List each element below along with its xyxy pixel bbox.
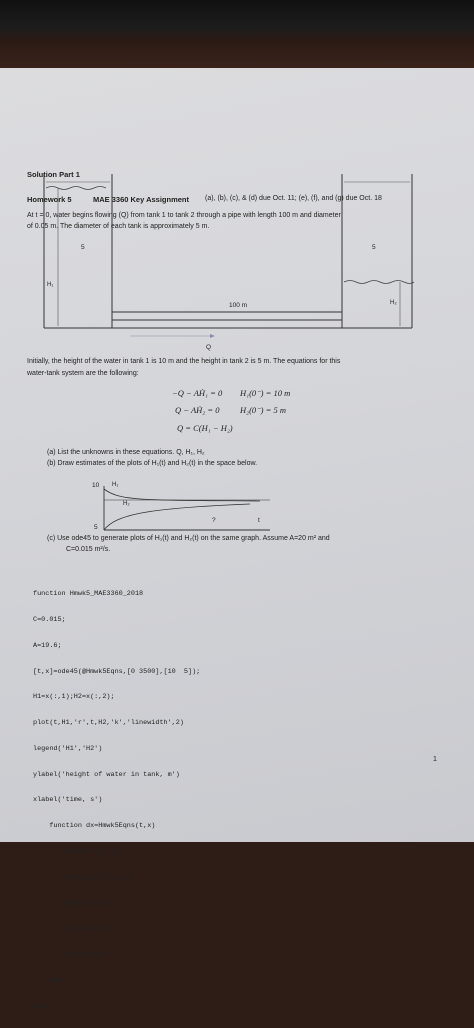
sketch-h1-label: H₁ <box>112 482 119 488</box>
question-b: (b) Draw estimates of the plots of H₁(t) and H₂(t) in the space below. <box>47 460 258 467</box>
tank1-width-label: 5 <box>81 244 85 251</box>
solution-heading: Solution Part 1 <box>27 170 80 179</box>
code-line: function dx=Hmwk5Eqns(t,x) <box>33 822 156 831</box>
due-dates: (a), (b), (c), & (d) due Oct. 11; (e), (f), and (g) due Oct. 18 <box>205 195 382 202</box>
equation-1-right: H₁(0⁻) = 10 m <box>240 388 291 398</box>
question-c-line-2: C=0.015 m²/s. <box>66 546 111 553</box>
equation-1-left: −Q − AḢ₁ = 0 <box>172 388 223 398</box>
question-c-line-1: (c) Use ode45 to generate plots of H₁(t) and H₂(t) on the same graph. Assume A=20 m² and <box>47 535 330 542</box>
course-label: MAE 3360 Key Assignment <box>93 195 190 204</box>
body-line-2: water-tank system are the following: <box>27 370 139 377</box>
pipe-length-label: 100 m <box>229 302 248 309</box>
code-line: H1=x(:,1);H2=x(:,2); <box>33 693 115 702</box>
code-line: ylabel('height of water in tank, m') <box>33 770 180 779</box>
code-line: xlabel('time, s') <box>33 796 103 805</box>
equation-2-left: Q − AḢ₂ = 0 <box>175 405 220 415</box>
equation-2-right: H₂(0⁻) = 5 m <box>240 405 286 415</box>
h1-label: H₁ <box>47 282 54 288</box>
code-line: dx(2)=Q/A; <box>33 951 107 960</box>
sketch-y-bottom-label: 5 <box>94 524 98 531</box>
flow-label: Q <box>206 344 212 351</box>
sketch-h2-label: H₂ <box>123 501 130 507</box>
intro-line-1: At t = 0, water begins flowing (Q) from tank 1 to tank 2 through a pipe with length 100 m and diameter <box>27 212 341 219</box>
tank1-water-surface <box>46 187 106 190</box>
page-number: 1 <box>433 756 437 763</box>
h2-label: H₂ <box>390 300 397 306</box>
body-line-1: Initially, the height of the water in tank 1 is 10 m and the height in tank 2 is 5 m. The equations for this <box>27 358 341 365</box>
homework-label: Homework 5 <box>27 195 72 204</box>
code-line: C=0.015; <box>33 615 66 624</box>
sketch-h2-curve <box>104 504 250 530</box>
tank2-water-surface <box>344 281 414 284</box>
tank2-width-label: 5 <box>372 244 376 251</box>
sketch-h1-curve <box>104 489 260 501</box>
sketch-y-top-label: 10 <box>92 482 100 489</box>
code-line: h1=x(1);h2=x(2); <box>33 873 131 882</box>
code-line: A=19.6; <box>33 641 62 650</box>
intro-line-2: of 0.05 m. The diameter of each tank is approximately 5 m. <box>27 223 210 230</box>
code-line: plot(t,H1,'r',t,H2,'k','linewidth',2) <box>33 719 184 728</box>
sketch-t-label: t <box>258 517 260 524</box>
code-line: [t,x]=ode45(@Hmwk5Eqns,[0 3500],[10 5]); <box>33 667 201 676</box>
monitor-bezel <box>0 0 474 40</box>
matlab-code-block <box>33 573 200 1028</box>
equation-3: Q = C(H₁ − H₂) <box>177 423 233 433</box>
code-line: Q=C*(h1-h2); <box>33 899 115 908</box>
code-line: end <box>33 1002 46 1011</box>
question-a: (a) List the unknowns in these equations. Q, H₁, H₂ <box>47 449 205 456</box>
code-line: end <box>33 976 62 985</box>
code-line: function Hmwk5_MAE3360_2018 <box>33 590 144 599</box>
paper-sheet <box>0 68 474 1011</box>
desk-background <box>0 40 474 70</box>
code-line: legend('H1','H2') <box>33 744 103 753</box>
code-line: dx=zeros(2,1); <box>33 848 123 856</box>
code-line: dx(1)=-Q/A; <box>33 925 111 934</box>
sketch-question-mark: ? <box>212 517 216 524</box>
